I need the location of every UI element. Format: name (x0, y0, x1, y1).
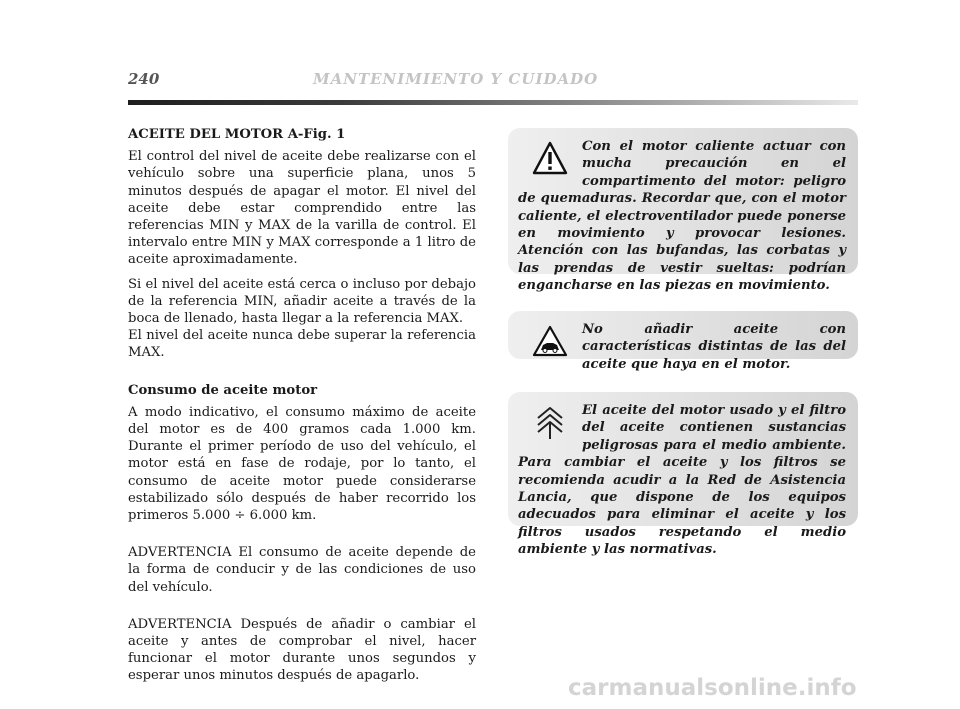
environment-text: El aceite del motor usado y el filtro del aceite contienen sustancias peligrosas para el medio ambiente. Para cambiar el aceite y los filtros se recomienda acudir a la Red de Asistencia Lancia, que dispone de los equipos adecuados para eliminar el aceite y los filtros usados respetando el medio ambiente y las normativas. (518, 403, 846, 558)
warning-box (508, 128, 858, 294)
paragraph-warning-check: ADVERTENCIA Después de añadir o cambiar el aceite y antes de comprobar el nivel, hacer funcionar el motor durante unos segundos y esperar unos minutos después de apagarlo. (128, 616, 476, 684)
caution-box (508, 311, 858, 372)
page-number: 240 (128, 70, 160, 88)
warning-text: Con el motor caliente actuar con mucha precaución en el compartimento del motor: peligro de quemaduras. Recordar que, con el motor caliente, el electroventilador puede ponerse en movimiento y provocar lesiones. Atención con las bufandas, las corbatas y las prendas de vestir sueltas: podrían engancharse en las piezas en movimiento. (518, 139, 846, 294)
paragraph-consumption: A modo indicativo, el consumo máximo de aceite del motor es de 400 gramos cada 1.000 km. Durante el primer período de uso del vehículo, el motor está en fase de rodaje, por lo tanto, el consumo de aceite motor puede considerarse estabilizado sólo después de haber recorrido los primeros 5.000 ÷ 6.000 km. (128, 404, 476, 524)
section-title: MANTENIMIENTO Y CUIDADO (313, 70, 599, 88)
environment-chevron-icon (532, 404, 568, 440)
main-text-column (128, 126, 476, 692)
car-caution-triangle-icon (532, 323, 568, 359)
paragraph-warning-consumption: ADVERTENCIA El consumo de aceite depende de la forma de conducir y de las condiciones de uso del vehículo. (128, 545, 476, 595)
watermark: carmanualsonline.info (568, 675, 857, 701)
header-rule (128, 100, 858, 105)
warning-triangle-icon (532, 140, 568, 176)
environment-box (508, 392, 858, 558)
paragraph-oil-max: El nivel del aceite nunca debe superar la referencia MAX. (128, 328, 476, 361)
subheading-consumption: Consumo de aceite motor (128, 382, 318, 398)
paragraph-oil-check: El control del nivel de aceite debe realizarse con el vehículo sobre una superficie plana, unos 5 minutos después de apagar el motor. El nivel del aceite debe estar comprendido entre las referencias MIN y MAX de la varilla de control. El intervalo entre MIN y MAX corresponde a 1 litro de aceite aproximadamente. (128, 149, 476, 268)
caution-text: No añadir aceite con características distintas de las del aceite que haya en el motor. (582, 322, 846, 372)
paragraph-oil-min: Si el nivel del aceite está cerca o incluso por debajo de la referencia MIN, añadir aceite a través de la boca de llenado, hasta llegar a la referencia MAX. (128, 276, 476, 327)
page-header (128, 70, 858, 90)
section-heading: ACEITE DEL MOTOR A-Fig. 1 (128, 127, 346, 142)
